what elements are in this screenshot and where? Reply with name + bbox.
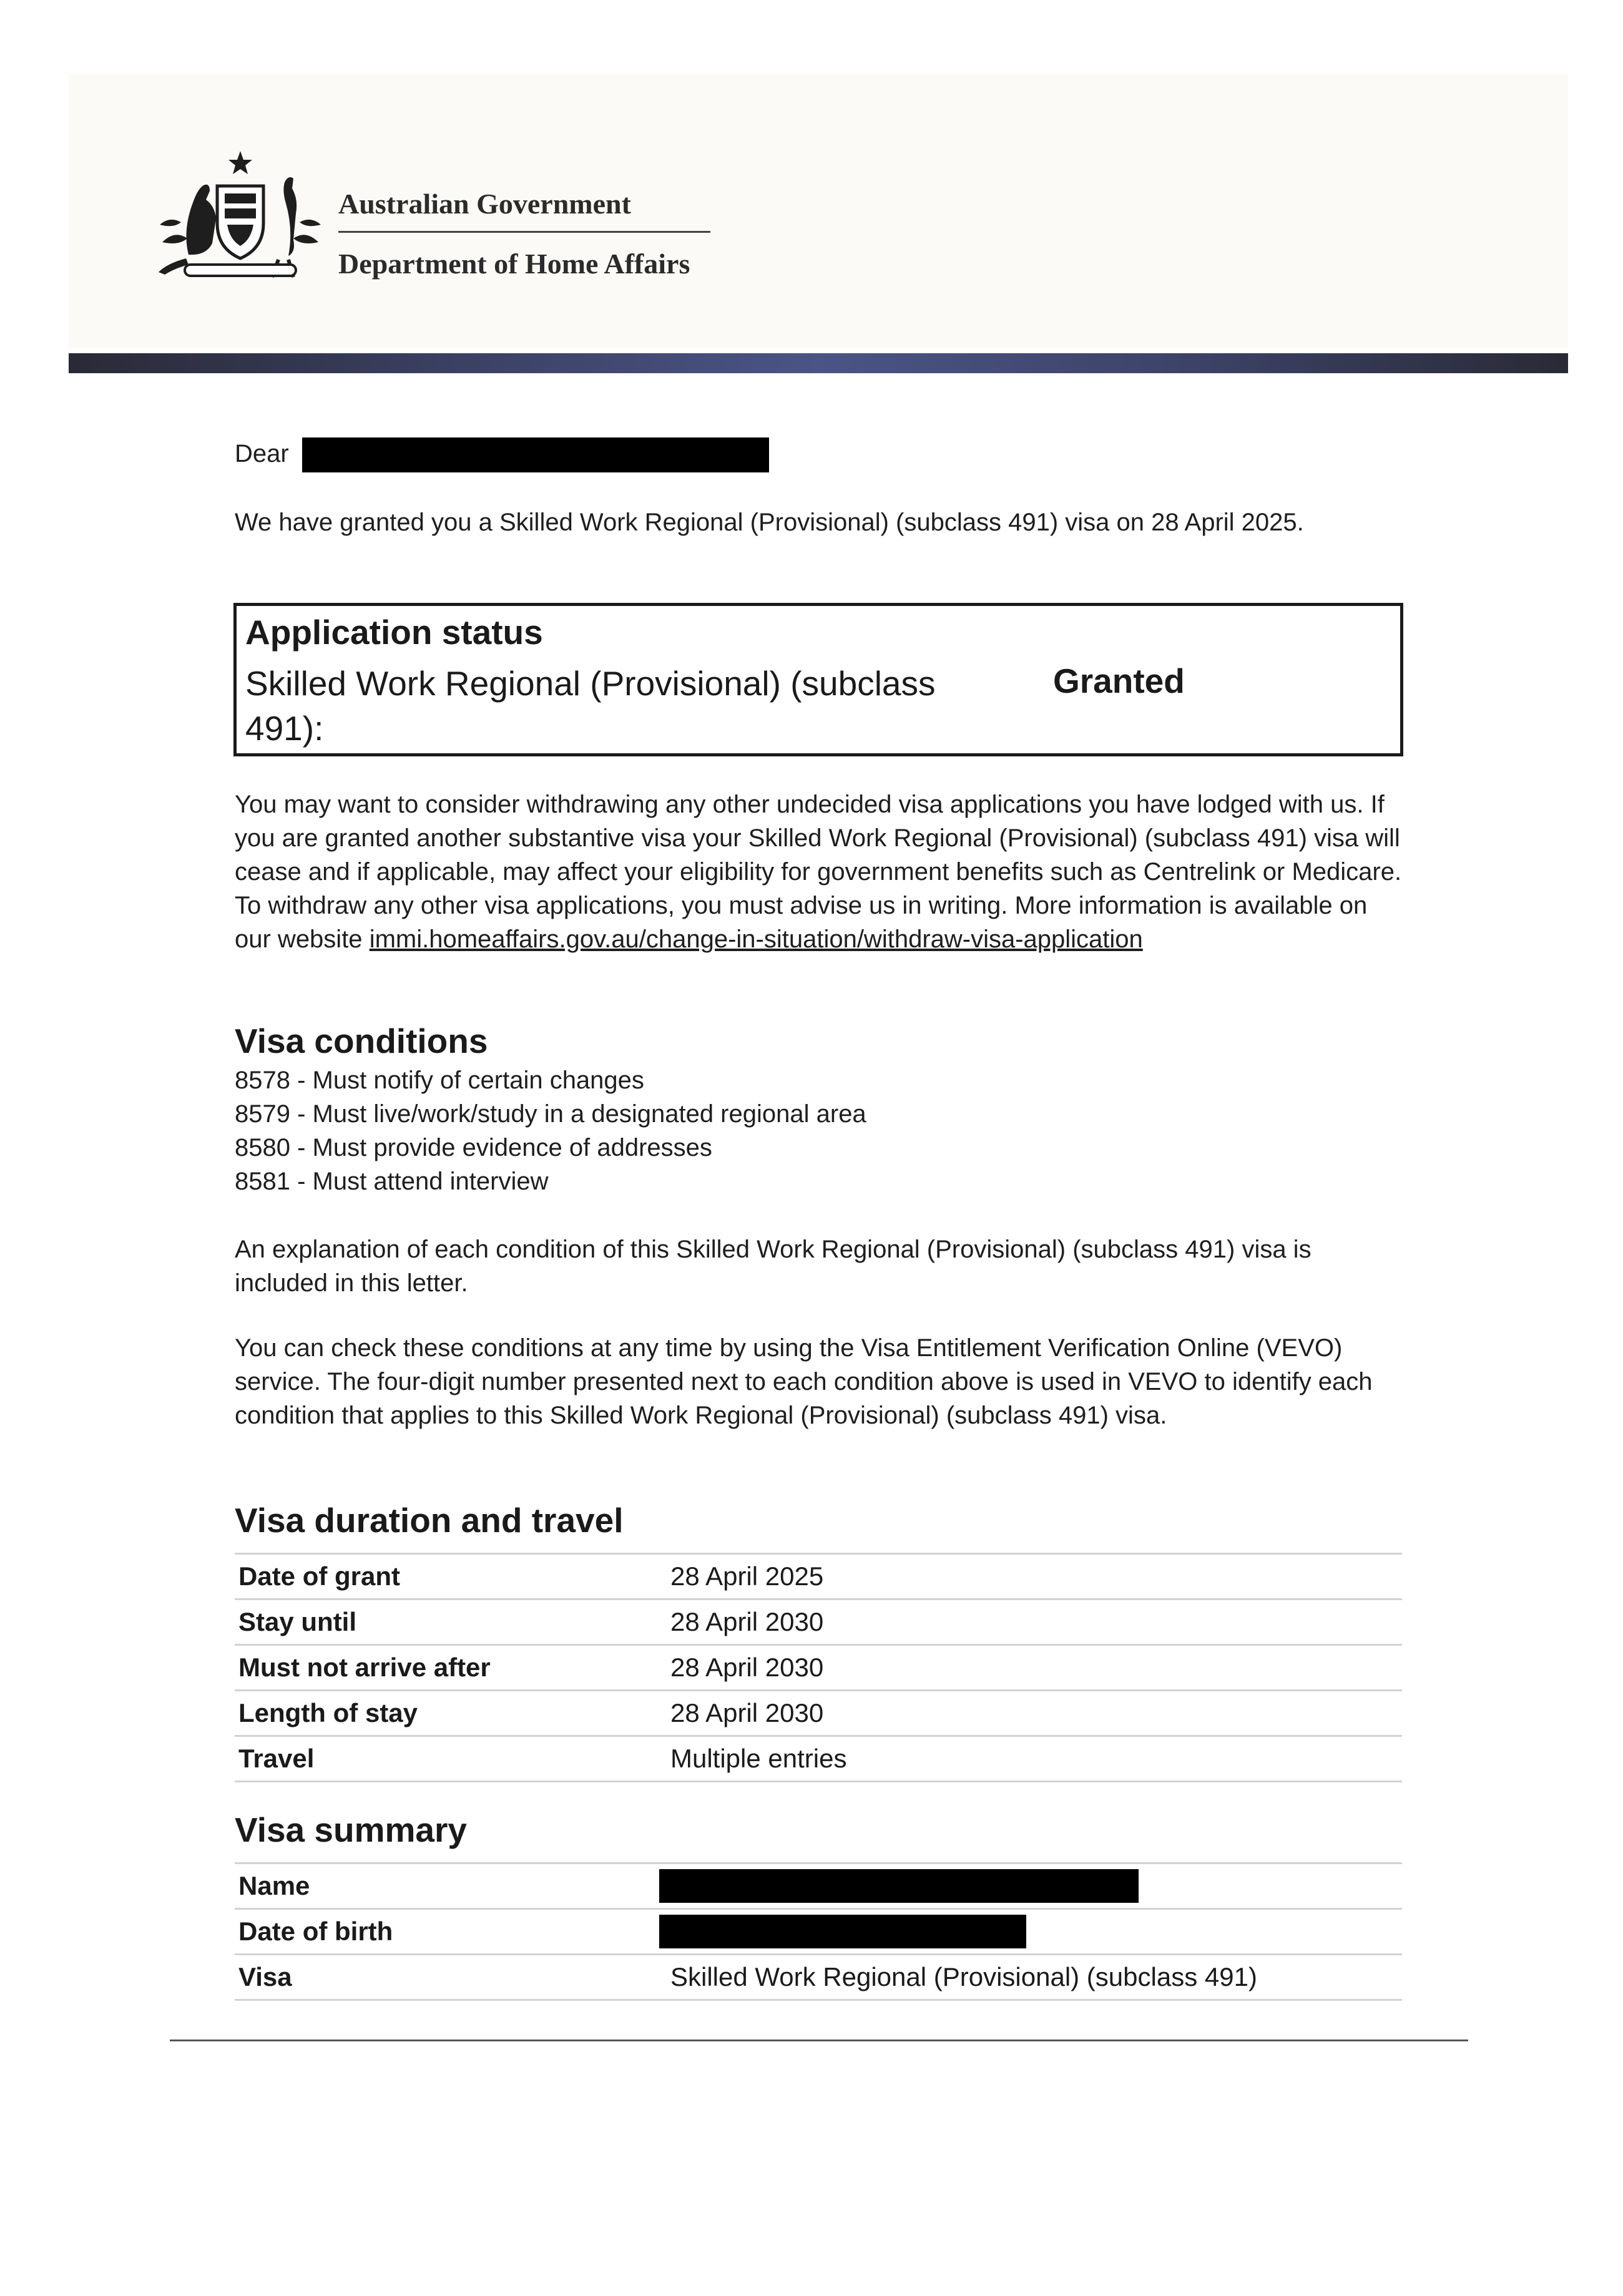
greeting-text: Dear: [235, 440, 289, 467]
withdraw-info-link[interactable]: immi.homeaffairs.gov.au/change-in-situation/withdraw-visa-application: [369, 926, 1143, 953]
letterhead-divider: [338, 231, 710, 233]
visa-conditions-heading: Visa conditions: [235, 1022, 488, 1060]
salutation: [235, 437, 769, 472]
table-row: [235, 1955, 1402, 2000]
row-label: Name: [235, 1864, 667, 1909]
visa-duration-table: [235, 1553, 1402, 1782]
table-row: [235, 1909, 1402, 1955]
header-band: [69, 353, 1568, 373]
row-value: 28 April 2030: [667, 1691, 1402, 1736]
table-row: [235, 1736, 1402, 1782]
conditions-explanation: An explanation of each condition of this Skilled Work Regional (Provisional) (subclass 491) visa is included in this letter.: [235, 1236, 1312, 1297]
vevo-notice: You can check these conditions at any time by using the Visa Entitlement Verification Online (VEVO) service. The four-digit number presented next to each condition above is used in VEVO to identify each condition that applies to this Skilled Work Regional (Provisional) (subclass 491) visa.: [235, 1334, 1373, 1429]
row-value: Skilled Work Regional (Provisional) (subclass 491): [667, 1955, 1402, 2000]
row-label: Must not arrive after: [235, 1645, 667, 1691]
row-value: Multiple entries: [667, 1736, 1402, 1782]
redacted-date-of-birth: [659, 1915, 1026, 1948]
condition-item: 8581 - Must attend interview: [235, 1168, 549, 1195]
government-title: Australian Government: [338, 188, 631, 220]
footer-divider: [170, 2040, 1468, 2041]
redacted-name: [659, 1869, 1139, 1903]
row-value: 28 April 2025: [667, 1554, 1402, 1600]
row-label: Visa: [235, 1955, 667, 2000]
redacted-name: [302, 437, 769, 472]
condition-item: 8579 - Must live/work/study in a designated regional area: [235, 1100, 866, 1128]
table-row: [235, 1691, 1402, 1736]
row-value: 28 April 2030: [667, 1600, 1402, 1645]
table-row: [235, 1554, 1402, 1600]
row-label: Length of stay: [235, 1691, 667, 1736]
condition-item: 8578 - Must notify of certain changes: [235, 1067, 644, 1094]
application-status-heading: Application status: [245, 613, 543, 652]
visa-duration-heading: Visa duration and travel: [235, 1501, 624, 1540]
visa-summary-heading: Visa summary: [235, 1810, 468, 1849]
row-label: Date of grant: [235, 1554, 667, 1600]
row-label: Stay until: [235, 1600, 667, 1645]
row-value: 28 April 2030: [667, 1645, 1402, 1691]
visa-summary-table: [235, 1862, 1402, 2001]
table-row: [235, 1645, 1402, 1691]
row-value: [667, 1909, 1402, 1955]
grant-intro: We have granted you a Skilled Work Regional (Provisional) (subclass 491) visa on 28 April 2025.: [235, 509, 1304, 536]
table-row: [235, 1600, 1402, 1645]
withdraw-notice: [235, 788, 1408, 956]
row-value: [667, 1864, 1402, 1909]
withdraw-notice-text: You may want to consider withdrawing any other undecided visa applications you have lodged with us. If you are granted another substantive visa your Skilled Work Regional (Provisional) (subclass 491) visa will cease and if applicable, may affect your eligibility for government benefits such as Centrelink or Medicare. To withdraw any other visa applications, you must advise us in writing. More information is available on our website: [235, 791, 1402, 953]
application-status-label: Skilled Work Regional (Provisional) (subclass 491):: [245, 664, 936, 748]
coat-of-arms-icon: [150, 149, 331, 283]
application-status-box: [233, 603, 1403, 756]
row-label: Date of birth: [235, 1909, 667, 1955]
condition-item: 8580 - Must provide evidence of addresses: [235, 1134, 712, 1161]
visa-conditions-list: [235, 1063, 866, 1198]
application-status-value: Granted: [1053, 662, 1185, 700]
row-label: Travel: [235, 1736, 667, 1782]
table-row: [235, 1864, 1402, 1909]
department-title: Department of Home Affairs: [338, 248, 690, 280]
